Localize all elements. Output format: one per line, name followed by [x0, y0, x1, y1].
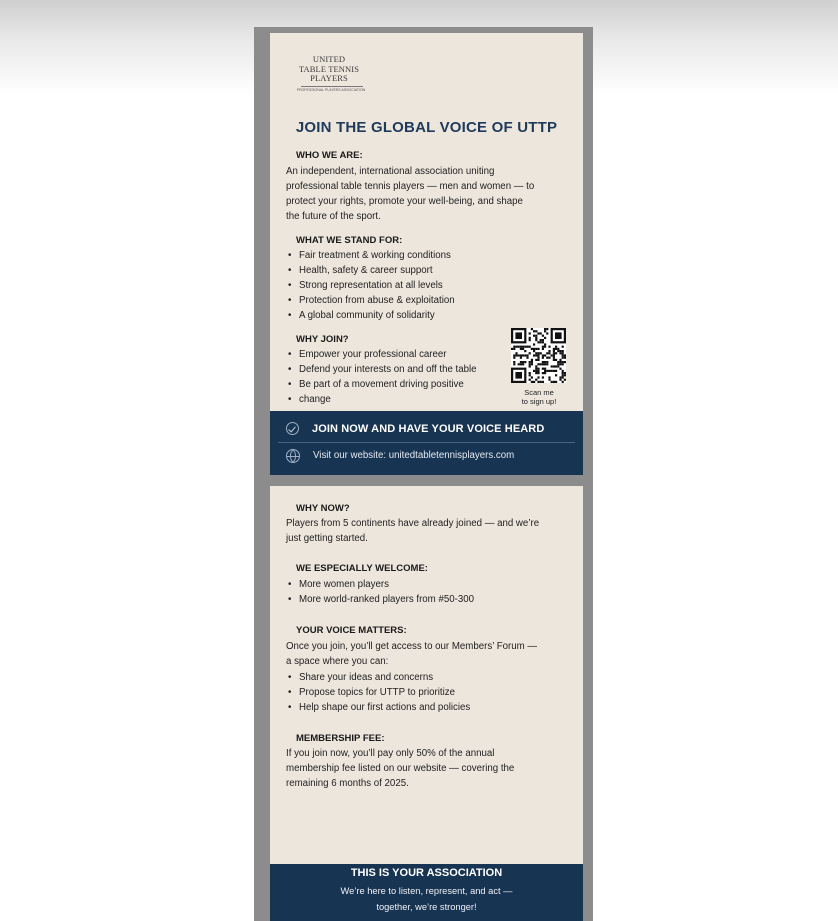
list-item: • More world-ranked players from #50-300 — [287, 592, 474, 607]
text-line: just getting started. — [286, 533, 368, 544]
join-now-link[interactable]: JOIN NOW AND HAVE YOUR VOICE HEARD — [312, 423, 545, 435]
welcome-list — [287, 577, 474, 607]
voice-text — [286, 639, 537, 669]
website-link[interactable]: Visit our website: unitedtabletennisplayers.com — [313, 450, 515, 461]
list-item: • Fair treatment & working conditions — [287, 248, 455, 263]
list-item: • A global community of solidarity — [287, 308, 455, 323]
why-join-heading: WHY JOIN? — [296, 334, 349, 345]
footer-line: We’re here to listen, represent, and act — — [340, 886, 513, 896]
list-item-continuation: • change — [287, 392, 477, 407]
stand-for-heading: WHAT WE STAND FOR: — [296, 235, 403, 246]
check-circle-icon — [286, 422, 299, 435]
list-item: • Be part of a movement driving positive — [287, 377, 477, 392]
why-now-text — [286, 516, 539, 546]
fee-text — [286, 746, 514, 791]
list-item: • Empower your professional career — [287, 347, 477, 362]
qr-caption-line: to sign up! — [521, 397, 557, 406]
logo-subtitle: PROFESSIONAL PLAYERS ASSOCIATION — [296, 88, 366, 92]
who-we-are-text — [286, 164, 534, 224]
logo-line: PLAYERS — [310, 73, 348, 83]
list-item: • Strong representation at all levels — [287, 278, 455, 293]
text-line: the future of the sport. — [286, 211, 381, 222]
text-line: membership fee listed on our website — covering the — [286, 763, 515, 774]
why-now-heading: WHY NOW? — [296, 503, 350, 514]
divider — [278, 442, 575, 443]
list-item: • More women players — [287, 577, 474, 592]
text-line: Once you join, you’ll get access to our Members’ Forum — — [286, 641, 538, 652]
who-we-are-heading: WHO WE ARE: — [296, 150, 363, 161]
fee-heading: MEMBERSHIP FEE: — [296, 733, 385, 744]
qr-caption — [507, 388, 571, 406]
logo-line: UNITED — [312, 54, 346, 64]
text-line: a space where you can: — [286, 656, 389, 667]
page-title: JOIN THE GLOBAL VOICE OF UTTP — [295, 119, 558, 136]
text-line: remaining 6 months of 2025. — [286, 778, 409, 789]
text-line: An independent, international association uniting — [286, 166, 495, 177]
globe-icon — [286, 449, 300, 463]
qr-caption-line: Scan me — [524, 388, 554, 397]
list-item: • Protection from abuse & exploitation — [287, 293, 455, 308]
why-join-list — [287, 347, 477, 407]
footer-title: THIS IS YOUR ASSOCIATION — [350, 867, 503, 879]
list-item: • Help shape our first actions and policies — [287, 700, 470, 715]
logo-divider — [301, 86, 363, 87]
text-line: professional table tennis players — men and women — to — [286, 181, 535, 192]
list-item: • Propose topics for UTTP to prioritize — [287, 685, 470, 700]
list-item: • Health, safety & career support — [287, 263, 455, 278]
uttp-logo — [290, 55, 368, 84]
cta-band — [270, 411, 583, 475]
list-item: • Defend your interests on and off the table — [287, 362, 477, 377]
voice-list — [287, 670, 470, 715]
text-line: Players from 5 continents have already joined — and we’re — [286, 518, 540, 529]
text-line: protect your rights, promote your well-being, and shape — [286, 196, 523, 207]
footer-line: together, we’re stronger! — [376, 902, 477, 912]
voice-heading: YOUR VOICE MATTERS: — [296, 625, 407, 636]
welcome-heading: WE ESPECIALLY WELCOME: — [296, 563, 428, 574]
logo-line: TABLE TENNIS — [298, 63, 360, 74]
qr-code-graphic — [511, 328, 566, 383]
text-line: If you join now, you’ll pay only 50% of the annual — [286, 748, 495, 759]
stand-for-list — [287, 248, 455, 323]
qr-code-icon[interactable] — [511, 328, 566, 383]
list-item: • Share your ideas and concerns — [287, 670, 470, 685]
